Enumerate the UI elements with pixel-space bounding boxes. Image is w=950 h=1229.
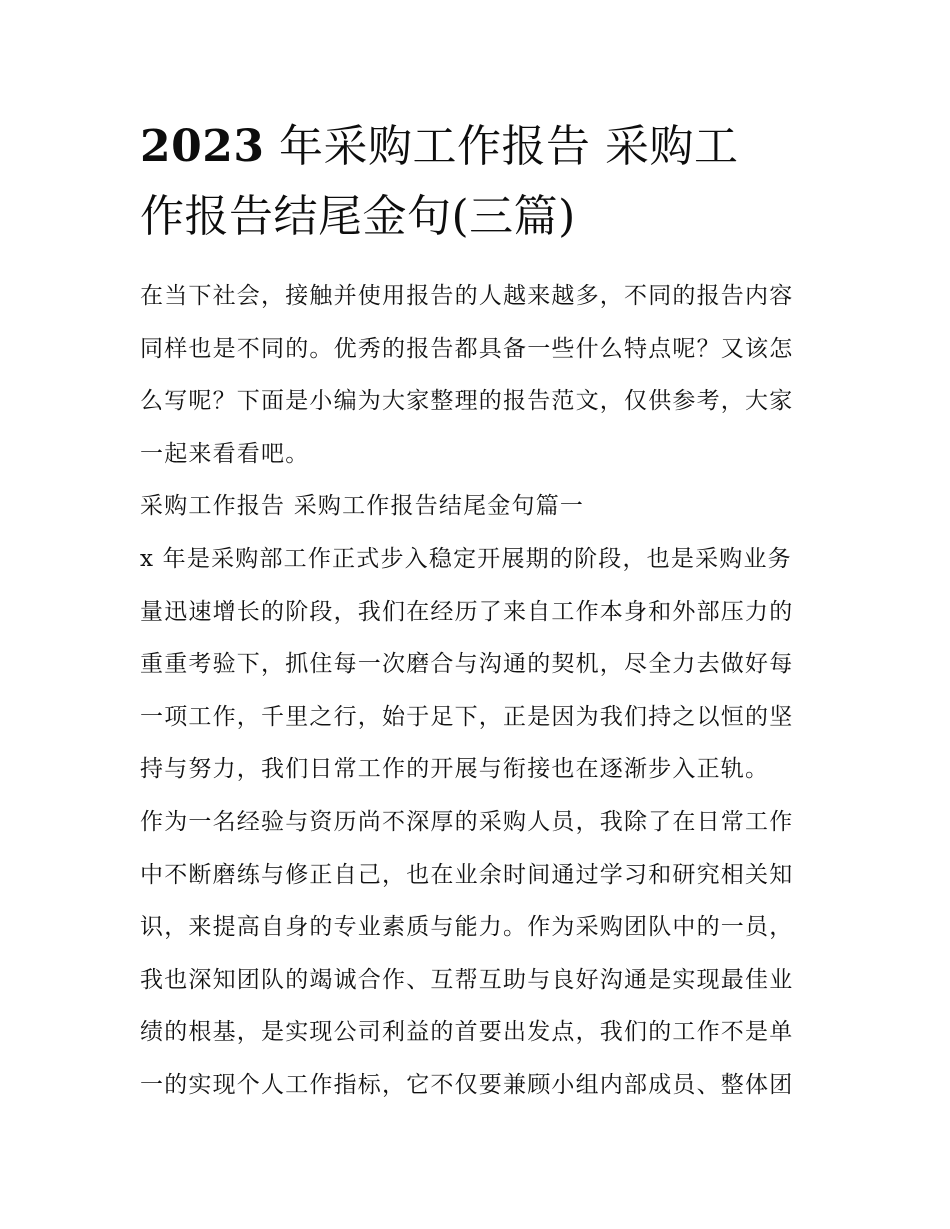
paragraph-line: 识，来提高自身的专业素质与能力。作为采购团队中的一员， <box>140 914 794 941</box>
intro-paragraph <box>140 270 812 480</box>
body-paragraph-1 <box>140 533 812 796</box>
title-line-2: 作报告结尾金句(三篇) <box>140 191 576 242</box>
document-page <box>140 112 812 1112</box>
title-line-1-text: 年采购工作报告 采购工 <box>264 121 739 172</box>
paragraph-line: 量迅速增长的阶段，我们在经历了来自工作本身和外部压力的 <box>140 598 794 625</box>
document-title <box>140 112 812 252</box>
paragraph-line: 中不断磨练与修正自己，也在业余时间通过学习和研究相关知 <box>140 861 794 888</box>
paragraph-line: 作为一名经验与资历尚不深厚的采购人员，我除了在日常工作 <box>140 808 794 835</box>
paragraph-line: 持与努力，我们日常工作的开展与衔接也在逐渐步入正轨。 <box>140 756 770 783</box>
title-line-1 <box>140 112 812 182</box>
paragraph-line: 么写呢？下面是小编为大家整理的报告范文，仅供参考，大家 <box>140 388 794 415</box>
section-heading <box>140 480 812 533</box>
paragraph-line: 重重考验下，抓住每一次磨合与沟通的契机，尽全力去做好每 <box>140 651 794 678</box>
document-body <box>140 270 812 1112</box>
paragraph-line: 绩的根基，是实现公司利益的首要出发点，我们的工作不是单 <box>140 1019 794 1046</box>
body-paragraph-2 <box>140 796 812 1112</box>
paragraph-line: 一项工作，千里之行，始于足下，正是因为我们持之以恒的坚 <box>140 703 794 730</box>
paragraph-line: 一的实现个人工作指标，它不仅要兼顾小组内部成员、整体团 <box>140 1071 794 1098</box>
title-year: 2023 <box>140 121 265 172</box>
paragraph-line: x 年是采购部工作正式步入稳定开展期的阶段，也是采购业务 <box>140 545 792 572</box>
paragraph-line: 我也深知团队的竭诚合作、互帮互助与良好沟通是实现最佳业 <box>140 966 794 993</box>
paragraph-line: 在当下社会，接触并使用报告的人越来越多，不同的报告内容 <box>140 283 794 309</box>
paragraph-line: 同样也是不同的。优秀的报告都具备一些什么特点呢？又该怎 <box>140 335 794 362</box>
paragraph-line: 一起来看看吧。 <box>140 440 310 467</box>
section-heading-text: 采购工作报告 采购工作报告结尾金句篇一 <box>140 493 585 520</box>
